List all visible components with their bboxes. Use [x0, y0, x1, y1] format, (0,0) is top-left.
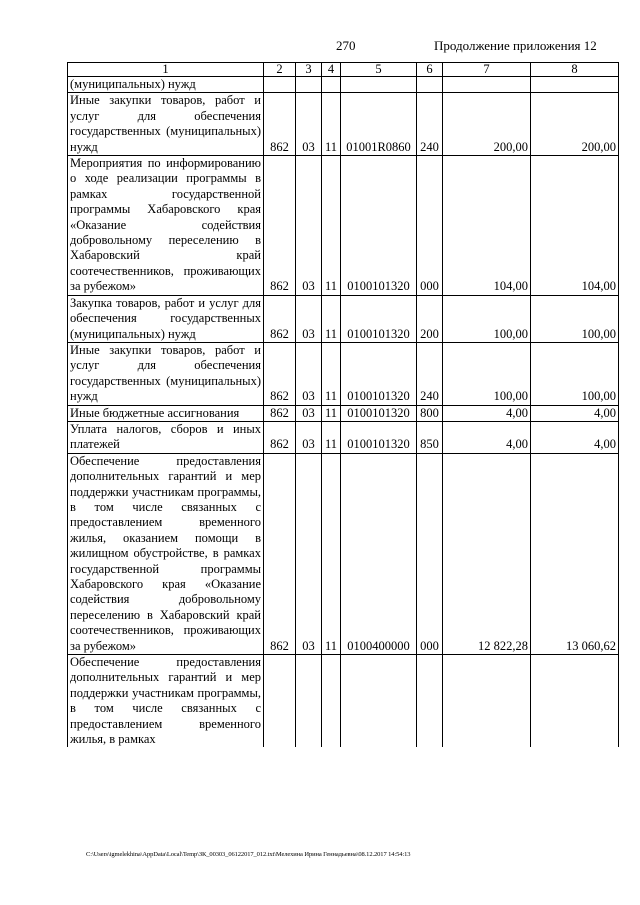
column-header: 8 [531, 63, 619, 77]
subsection-code: 11 [322, 93, 341, 156]
column-header: 4 [322, 63, 341, 77]
item-name: Обеспечение предоставления дополнительных гарантий и мер поддержки участникам программы, в том числе связанных с предоставлением временного жилья, в рамках [68, 655, 264, 748]
expense-type-code: 800 [417, 405, 443, 421]
amount-2018: 4,00 [443, 421, 531, 453]
item-name: Иные закупки товаров, работ и услуг для обеспечения государственных (муниципальных) нужд [68, 342, 264, 405]
target-article-code [341, 77, 417, 93]
item-name: Иные закупки товаров, работ и услуг для обеспечения государственных (муниципальных) нужд [68, 93, 264, 156]
subsection-code: 11 [322, 453, 341, 654]
column-header: 7 [443, 63, 531, 77]
item-name: Закупка товаров, работ и услуг для обеспечения государственных (муниципальных) нужд [68, 295, 264, 342]
department-code: 862 [264, 405, 296, 421]
department-code: 862 [264, 93, 296, 156]
expense-type-code: 200 [417, 295, 443, 342]
amount-2019: 100,00 [531, 295, 619, 342]
amount-2019: 4,00 [531, 421, 619, 453]
table-row [68, 342, 619, 405]
table-row [68, 77, 619, 93]
department-code: 862 [264, 453, 296, 654]
department-code [264, 77, 296, 93]
subsection-code [322, 655, 341, 748]
appendix-caption: Продолжение приложения 12 [434, 38, 597, 53]
subsection-code: 11 [322, 342, 341, 405]
amount-2019 [531, 655, 619, 748]
section-code [296, 77, 322, 93]
section-code [296, 655, 322, 748]
subsection-code: 11 [322, 405, 341, 421]
amount-2019: 104,00 [531, 156, 619, 296]
item-name: Мероприятия по информированию о ходе реализации программы в рамках государственной программы Хабаровского края «Оказание содействия добровольному переселению в Хабаровский край соотечественников, проживающих за рубежом» [68, 156, 264, 296]
department-code: 862 [264, 421, 296, 453]
department-code [264, 655, 296, 748]
column-header: 2 [264, 63, 296, 77]
expense-type-code: 000 [417, 453, 443, 654]
table-row [68, 295, 619, 342]
amount-2018: 12 822,28 [443, 453, 531, 654]
section-code: 03 [296, 405, 322, 421]
column-header: 5 [341, 63, 417, 77]
target-article-code: 0100400000 [341, 453, 417, 654]
target-article-code [341, 655, 417, 748]
table-row [68, 655, 619, 748]
amount-2018: 4,00 [443, 405, 531, 421]
column-header: 1 [68, 63, 264, 77]
section-code: 03 [296, 342, 322, 405]
department-code: 862 [264, 156, 296, 296]
subsection-code: 11 [322, 421, 341, 453]
page-number: 270 [336, 38, 356, 53]
target-article-code: 0100101320 [341, 421, 417, 453]
table-row [68, 453, 619, 654]
amount-2019: 13 060,62 [531, 453, 619, 654]
target-article-code: 0100101320 [341, 156, 417, 296]
target-article-code: 0100101320 [341, 342, 417, 405]
section-code: 03 [296, 453, 322, 654]
expense-type-code: 240 [417, 342, 443, 405]
column-header: 3 [296, 63, 322, 77]
subsection-code: 11 [322, 156, 341, 296]
target-article-code: 01001R0860 [341, 93, 417, 156]
expense-type-code [417, 655, 443, 748]
section-code: 03 [296, 421, 322, 453]
section-code: 03 [296, 295, 322, 342]
item-name: Уплата налогов, сборов и иных платежей [68, 421, 264, 453]
target-article-code: 0100101320 [341, 295, 417, 342]
amount-2019: 100,00 [531, 342, 619, 405]
budget-table [67, 62, 619, 747]
amount-2019: 4,00 [531, 405, 619, 421]
table-row [68, 156, 619, 296]
item-name: (муниципальных) нужд [68, 77, 264, 93]
subsection-code: 11 [322, 295, 341, 342]
item-name: Иные бюджетные ассигнования [68, 405, 264, 421]
amount-2019 [531, 77, 619, 93]
amount-2018: 200,00 [443, 93, 531, 156]
amount-2018: 100,00 [443, 295, 531, 342]
file-path-footer: C:\Users\igmelekhina\AppData\Local\Temp\ЗК_00303_06122017_012.txt\Мелехина Ирина Геннадьевна\08.12.2017 14:54:13 [86, 851, 411, 858]
table-row [68, 405, 619, 421]
amount-2018 [443, 77, 531, 93]
item-name: Обеспечение предоставления дополнительных гарантий и мер поддержки участникам программы, в том числе связанных с предоставлением временного жилья, оказанием помощи в жилищном обустройстве, в рамках государственной программы Хабаровского края «Оказание содействия добровольному переселению в Хабаровский край соотечественников, проживающих за рубежом» [68, 453, 264, 654]
expense-type-code: 240 [417, 93, 443, 156]
section-code: 03 [296, 156, 322, 296]
section-code: 03 [296, 93, 322, 156]
table-header-row [68, 63, 619, 77]
expense-type-code: 850 [417, 421, 443, 453]
table-row [68, 93, 619, 156]
table-row [68, 421, 619, 453]
column-header: 6 [417, 63, 443, 77]
expense-type-code [417, 77, 443, 93]
subsection-code [322, 77, 341, 93]
amount-2019: 200,00 [531, 93, 619, 156]
department-code: 862 [264, 295, 296, 342]
department-code: 862 [264, 342, 296, 405]
amount-2018 [443, 655, 531, 748]
amount-2018: 104,00 [443, 156, 531, 296]
target-article-code: 0100101320 [341, 405, 417, 421]
expense-type-code: 000 [417, 156, 443, 296]
amount-2018: 100,00 [443, 342, 531, 405]
